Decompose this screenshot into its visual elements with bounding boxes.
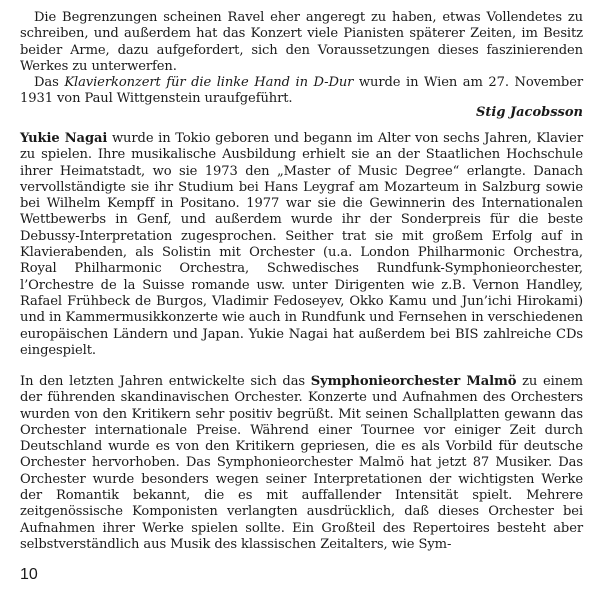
ravel-section — [20, 10, 583, 108]
malmo-before: In den letzten Jahren entwickelte sich das — [20, 374, 311, 389]
nagai-section — [20, 131, 583, 359]
malmo-text: zu einem der führenden skandinavischen Orchester. Konzerte und Aufnahmen des Orchesters wurden von den Kritikern sehr positiv begrüßt. Mit seinen Schallplatten gewann das Orchester internationale Preise. Während einer Tournee vor einiger Zeit durch Deutschland wurde es von den Kritikern gepriesen, die es als Vorbild für deutsche Orchester hervorhoben. Das Symphonieorchester Malmö hat jetzt 87 Musiker. Das Orchester wurde besonders wegen seiner Interpretationen der wichtigsten Werke der Romantik bekannt, die es mit auffallender Intensität spielt. Mehrere zeitgenössische Komponisten verlangten ausdrücklich, daß dieses Orchester bei Aufnahmen ihrer Werke spielen sollte. Ein Großteil des Repertoires besteht aber selbstverständlich aus Musik des klassischen Zeitalters, wie Sym- — [20, 374, 583, 552]
orchestra-name: Symphonieorchester Malmö — [310, 374, 517, 389]
work-title: Klavierkonzert für die linke Hand in D-Dur — [64, 75, 354, 91]
pianist-name: Yukie Nagai — [20, 131, 108, 146]
ravel-paragraph-1: Die Begrenzungen scheinen Ravel eher angeregt zu haben, etwas Vollendetes zu schreiben, und außerdem hat das Konzert viele Pianisten späterer Zeiten, im Besitz beider Arme, dazu aufgefordert, sich den Voraussetzungen dieses faszinierenden Werkes zu unterwerfen. — [20, 10, 583, 74]
malmo-section — [20, 374, 583, 553]
page-number: 10 — [20, 566, 38, 583]
ravel-p2-before: Das — [34, 75, 65, 91]
ravel-paragraph-2 — [20, 75, 583, 108]
nagai-bio-text: wurde in Tokio geboren und begann im Alter von sechs Jahren, Klavier zu spielen. Ihre musikalische Ausbildung erhielt sie an der Staatlichen Hochschule ihrer Heimatstadt, wo sie 1973 den „Master of Music Degree“ erlangte. Danach vervollständigte sie ihr Studium bei Hans Leygraf am Mozarteum in Salzburg sowie bei Wilhelm Kempff in Positano. 1977 war sie die Gewinnerin des Internationalen Wettbewerbs in Genf, und außerdem wurde ihr der Sonderpreis für die beste Debussy-Interpretation zugesprochen. Seither trat sie mit großem Erfolg auf in Klavierabenden, als Solistin mit Orchester (u.a. London Philharmonic Orchestra, Royal Philharmonic Orchestra, Schwedisches Rundfunk-Symphonieorchester, l’Orchestre de la Suisse romande usw. unter Dirigenten wie z.B. Vernon Handley, Rafael Frühbeck de Burgos, Vladimir Fedoseyev, Okko Kamu und Jun’ichi Hirokami) und in Kammermusikkonzerte wie auch in Rundfunk und Fernsehen in verschiedenen europäischen Ländern und Japan. Yukie Nagai hat außerdem bei BIS zahlreiche CDs eingespielt. — [20, 131, 583, 358]
malmo-paragraph — [20, 374, 583, 553]
nagai-bio-paragraph — [20, 131, 583, 359]
author-signature: Stig Jacobsson — [476, 105, 583, 120]
ravel-p2-after: wurde in Wien am 27. November 1931 von Paul Wittgenstein uraufgeführt. — [20, 75, 583, 107]
